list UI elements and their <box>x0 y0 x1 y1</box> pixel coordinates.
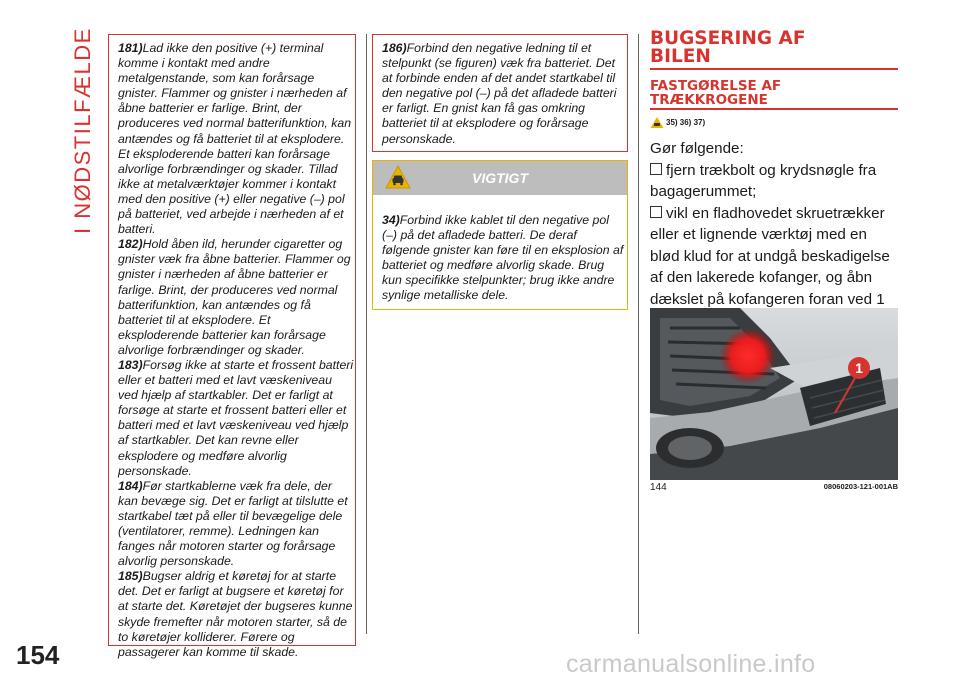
checkbox-bullet-icon <box>650 206 662 218</box>
warning-list-col1 <box>118 41 354 660</box>
watermark-text: carmanualsonline.info <box>566 650 816 678</box>
warning-184 <box>118 479 354 570</box>
warning-186 <box>382 41 626 147</box>
important-notice-header <box>373 161 627 195</box>
figure-code: 08060203-121-001AB <box>823 482 898 491</box>
figure-photo-front-bumper <box>650 308 898 480</box>
warning-number: 183) <box>118 357 143 372</box>
car-warning-icon <box>650 116 664 129</box>
warning-text: Før startkablerne væk fra dele, der kan bevæge sig. Det er farligt at tilslutte et startkabel tæt på eller til bevægelige dele (ventilatorer, remme). Ledningen kan fanges når motoren starter og forårsage alvorlig personskade. <box>118 478 348 569</box>
subsection-title-line-1: FASTGØRELSE AF <box>650 78 782 94</box>
figure-label: 144 <box>650 482 667 493</box>
list-item: vikl en fladhovedet skruetrækker eller et lignende værktøj med en blød klud for at undgå beskadigelse af den lakerede kofanger, og åbn dækslet på kofangeren foran ved 1 <box>650 204 890 308</box>
page-number: 154 <box>16 640 60 670</box>
warning-text: Forbind den negative ledning til et stelpunkt (se figuren) væk fra batteriet. Det at forbinde enden af det andet startkabel til den negative pol (–) på det afladede batteri er farligt. En gnist kan få gas omkring batteriet til at eksplodere og forårsage personskade. <box>382 41 617 146</box>
notice-text: Forbind ikke kablet til den negative pol (–) på det afladede batteri. De deraf følgende gnister kan føre til en eksplosion af batteriet og medføre alvorlig skade. Brug kun specifikke stelpunkter; brug ikke andre synlige metalliske dele. <box>382 213 624 303</box>
important-notice-body <box>382 213 626 304</box>
checkbox-bullet-icon <box>650 163 662 175</box>
list-item: fjern trækbolt og krydsnøgle fra bagagerummet; <box>650 161 877 200</box>
subsection-title-rule <box>650 108 898 110</box>
section-title-line-2: BILEN <box>650 46 711 67</box>
notice-number: 34) <box>382 213 400 227</box>
column-divider-1 <box>366 34 367 634</box>
warning-185 <box>118 569 354 660</box>
towing-instructions <box>650 138 900 332</box>
warning-text: Lad ikke den positive (+) terminal komme i kontakt med andre metalgenstande, som kan forårsage gnister. Flammer og gnister i nærheden af åbne batterier er farlige. Brint, der produceres ved normal batterifunktion, kan antændes og få batteriet til at eksplodere. Et eksploderende batteri kan forårsage alvorlige forbrændinger og skader. Tillad ikke at metalværktøjer kommer i kontakt med den positive (+) eller negative (–) pol på batteriet, ved arbejde i nærheden af et batteri. <box>118 41 352 237</box>
section-title-rule <box>650 68 898 70</box>
warning-box-col2 <box>372 34 628 152</box>
warning-182 <box>118 237 354 358</box>
important-notice-title: VIGTIGT <box>472 170 528 186</box>
column-divider-2 <box>638 34 639 634</box>
warning-number: 181) <box>118 41 143 55</box>
warning-number: 184) <box>118 478 143 493</box>
callout-number: 1 <box>855 360 863 376</box>
intro-text: Gør følgende: <box>650 140 744 157</box>
warning-text: Hold åben ild, herunder cigaretter og gnister væk fra åbne batterier. Flammer og gnister i nærheden af åbne batterier er farlige. Brint, der produceres ved normal batterifunktion, kan antændes og få batteriet til at eksplodere. Et eksploderende batterier kan forårsage alvorlige forbrændinger og skader. <box>118 237 351 357</box>
warning-text: Forsøg ikke at starte et frossent batteri eller et batteri med et lavt væskeniveau ved hjælp af startkabler. Det er farligt at forsøge at starte et frossent batteri eller et batteri med et lavt væskeniveau ved hjælp af startkabler. Det kan revne eller eksplodere og medføre alvorlig personskade. <box>118 357 354 478</box>
chapter-side-label <box>46 27 95 236</box>
subsection-title <box>650 80 781 107</box>
reference-numbers: 35) 36) 37) <box>666 118 706 127</box>
warning-183 <box>118 358 354 479</box>
warning-number: 182) <box>118 237 143 252</box>
refs-row <box>650 116 898 132</box>
subsection-title-line-2: TRÆKKROGENE <box>650 91 768 108</box>
tow-cover-highlight <box>720 328 776 384</box>
important-notice-box <box>372 160 628 310</box>
chapter-side-label-text: I NØDSTILFÆLDE <box>70 27 95 234</box>
warning-box-col1 <box>108 34 356 659</box>
warning-number: 186) <box>382 41 407 55</box>
section-title <box>650 30 805 66</box>
warning-number: 185) <box>118 569 143 584</box>
warning-text: Bugser aldrig et køretøj for at starte det. Det er farligt at bugsere et køretøj for at starte det. Køretøjet der bugseres kunne skyde fremefter når motoren starter, så de to køretøjer kolliderer. Førere og passagerer kan komme til skade. <box>118 569 353 659</box>
warning-181 <box>118 41 354 237</box>
section-title-line-1: BUGSERING AF <box>650 28 806 49</box>
bumper-illustration <box>650 308 898 480</box>
